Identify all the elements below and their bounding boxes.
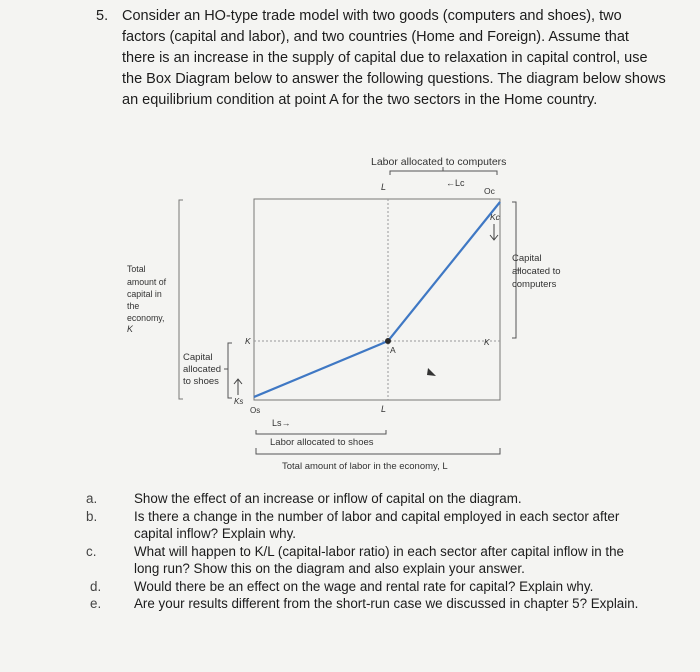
question-parts: [80, 490, 640, 613]
arrow-Kc-icon: [490, 224, 498, 240]
arrow-Lc: ←Lc: [446, 178, 465, 188]
part-letter: e.: [90, 596, 102, 611]
box-frame: [254, 199, 500, 400]
label-Oc: Oc: [484, 186, 495, 196]
part-text: Are your results different from the short-run case we discussed in chapter 5? Explain.: [134, 596, 639, 611]
label-Kc: Kc: [490, 212, 500, 222]
labor-shoes-label: Labor allocated to shoes: [270, 437, 374, 448]
part-e: [80, 595, 640, 613]
label-K-right: K: [484, 337, 490, 347]
question-number: 5.: [96, 8, 109, 24]
part-c: [80, 543, 640, 578]
label-Ks: Ks: [234, 397, 244, 406]
bottom-brace-total: [256, 448, 500, 454]
top-label: Labor allocated to computers: [371, 156, 507, 168]
total-labor-label: Total amount of labor in the economy, L: [282, 461, 448, 472]
part-text: What will happen to K/L (capital-labor ratio) in each sector after capital inflow in the long run? Show this on the diagram and also explain your answer.: [134, 543, 624, 576]
label-Ls: Ls→: [272, 418, 291, 428]
label-A: A: [390, 345, 396, 355]
part-d: [80, 578, 640, 596]
part-a: [80, 490, 640, 508]
pointer-arrow-icon: [427, 368, 436, 376]
total-capital-label: Total amount of capital in the economy, K: [127, 264, 167, 334]
part-text: Is there a change in the number of labor and capital employed in each sector after capital inflow? Explain why.: [134, 508, 620, 541]
question-text: Consider an HO-type trade model with two goods (computers and shoes), two factors (capital and labor), and two countries (Home and Foreign). Assume that there is an increase in the supply of capital due to relaxation in capital control, use the Box Diagram below to answer the following questions. The diagram below shows an equilibrium condition at point A for the two sectors in the Home country.: [122, 8, 666, 108]
part-letter: d.: [90, 578, 102, 594]
label-Os: Os: [250, 406, 261, 415]
bottom-brace-shoes: [256, 430, 386, 434]
arrow-Ks-icon: [234, 379, 242, 395]
allocation-line: [254, 202, 500, 397]
part-letter: a.: [86, 491, 98, 506]
capital-shoes-label: Capital allocated to shoes: [183, 352, 222, 387]
part-letter: c.: [86, 543, 97, 559]
part-text: Would there be an effect on the wage and rental rate for capital? Explain why.: [134, 578, 594, 594]
point-A: [385, 338, 391, 344]
part-b: [80, 508, 640, 543]
label-L-bottom: L: [381, 404, 387, 414]
top-brace: [390, 167, 497, 175]
label-L-top: L: [381, 182, 387, 192]
part-letter: b.: [86, 508, 98, 524]
label-K-left: K: [245, 336, 251, 346]
part-text: Show the effect of an increase or inflow of capital on the diagram.: [134, 491, 522, 506]
left-inner-brace: [224, 343, 232, 398]
capital-computers-label: Capital allocated to computers: [512, 253, 561, 290]
